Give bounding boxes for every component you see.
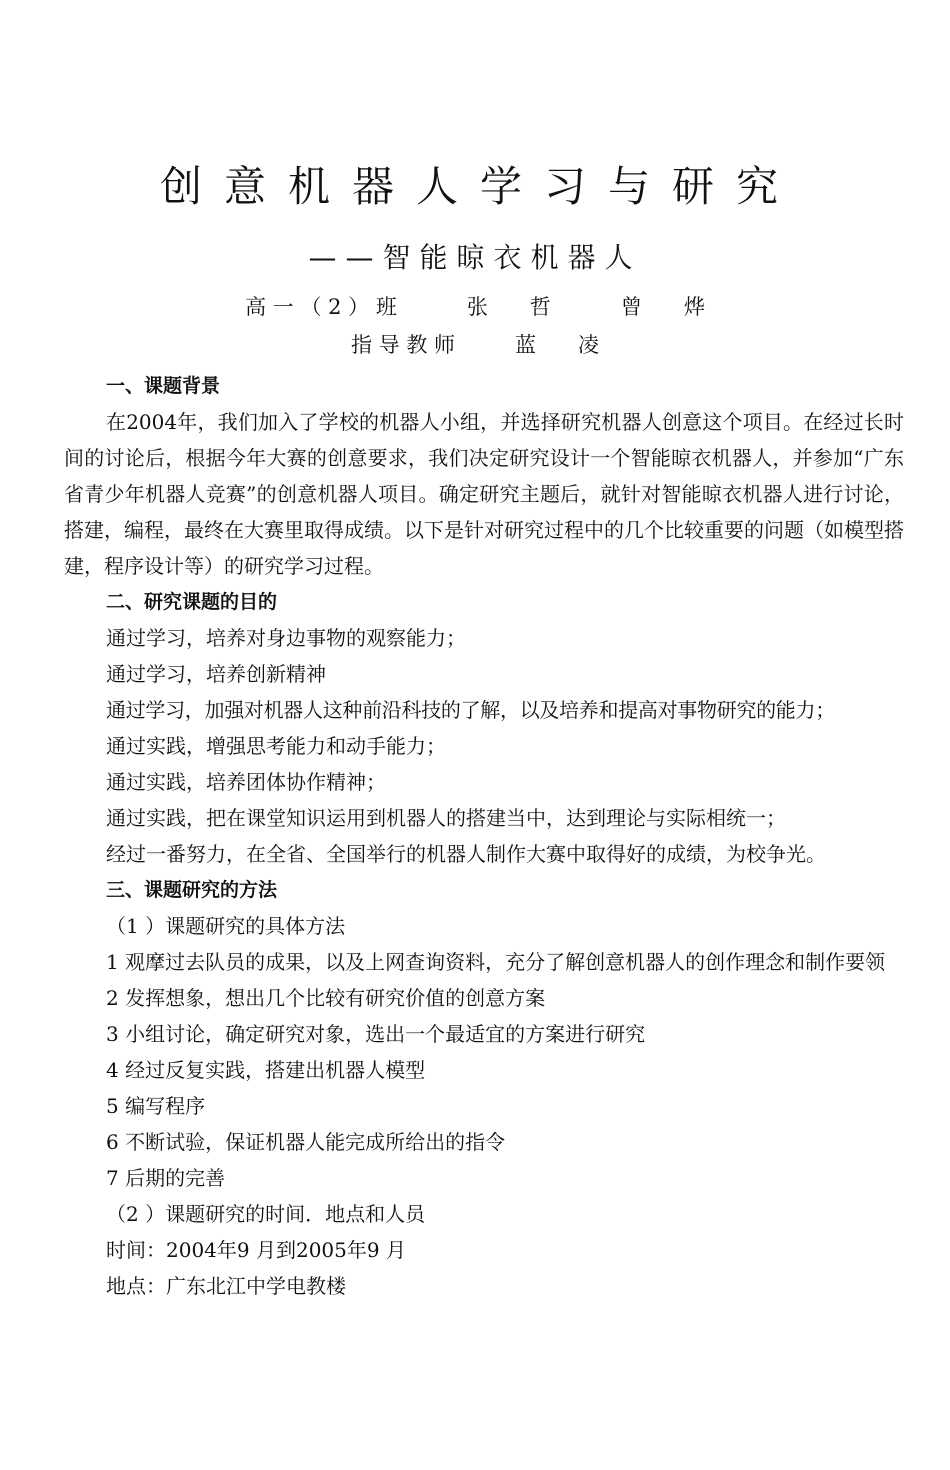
background-paragraph: 在2004年，我们加入了学校的机器人小组，并选择研究机器人创意这个项目。在经过长时间的讨论后，根据今年大赛的创意要求，我们决定研究设计一个智能晾衣机器人，并参加“广东省青少年机器人竞赛”的创意机器人项目。确定研究主题后，就针对智能晾衣机器人进行讨论，搭建，编程，最终在大赛里取得成绩。以下是针对研究过程中的几个比较重要的问题（如模型搭建，程序设计等）的研究学习过程。	[64, 410, 904, 578]
purpose-item: 通过实践，把在课堂知识运用到机器人的搭建当中，达到理论与实际相统一；	[106, 806, 786, 830]
advisor-name: 蓝 凌	[515, 333, 600, 357]
place-line: 地点：广东北江中学电教楼	[106, 1274, 346, 1298]
section-heading-purpose: 二、研究课题的目的	[106, 591, 278, 613]
method-subheading-2: （2 ）课题研究的时间．地点和人员	[106, 1202, 426, 1226]
advisor-line	[0, 330, 950, 360]
method-step: 4 经过反复实践，搭建出机器人模型	[106, 1058, 426, 1082]
purpose-item: 经过一番努力，在全省、全国举行的机器人制作大赛中取得好的成绩，为校争光。	[106, 842, 826, 866]
method-step: 2 发挥想象，想出几个比较有研究价值的创意方案	[106, 986, 546, 1010]
author-line	[0, 292, 950, 322]
author-class: 高 一 （ 2 ） 班	[245, 295, 397, 319]
page-subtitle: ——智能晾衣机器人	[308, 241, 642, 274]
section-heading-background: 一、课题背景	[106, 375, 221, 397]
page-title: 创意机器人学习与研究	[159, 162, 800, 211]
method-subheading-1: （1 ）课题研究的具体方法	[106, 914, 346, 938]
author-student-2: 曾 烨	[620, 295, 705, 319]
purpose-item: 通过学习，培养创新精神	[106, 662, 326, 686]
purpose-item: 通过学习，培养对身边事物的观察能力；	[106, 626, 466, 650]
advisor-label: 指 导 教 师	[350, 333, 456, 357]
purpose-item: 通过实践，培养团体协作精神；	[106, 770, 386, 794]
section-heading-method: 三、课题研究的方法	[106, 879, 278, 901]
method-step: 6 不断试验，保证机器人能完成所给出的指令	[106, 1130, 506, 1154]
purpose-item: 通过学习，加强对机器人这种前沿科技的了解，以及培养和提高对事物研究的能力；	[106, 698, 835, 722]
method-step: 1 观摩过去队员的成果，以及上网查询资料，充分了解创意机器人的创作理念和制作要领	[106, 950, 886, 974]
author-student-1: 张 哲	[466, 295, 551, 319]
method-step: 3 小组讨论，确定研究对象，选出一个最适宜的方案进行研究	[106, 1022, 646, 1046]
time-line: 时间：2004年9 月到2005年9 月	[106, 1238, 406, 1262]
method-step: 5 编写程序	[106, 1094, 206, 1118]
document-body	[64, 368, 904, 1304]
method-step: 7 后期的完善	[106, 1166, 226, 1190]
purpose-item: 通过实践，增强思考能力和动手能力；	[106, 734, 446, 758]
